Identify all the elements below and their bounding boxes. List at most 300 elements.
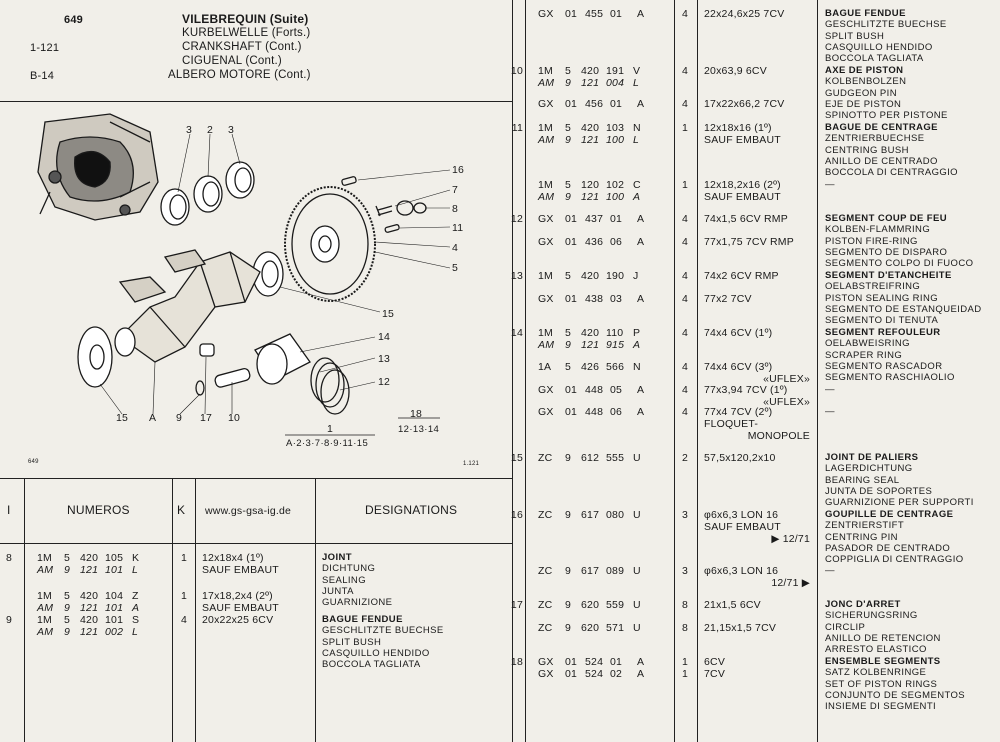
designation-translation: CENTRING BUSH xyxy=(825,144,909,156)
quantity: 4 xyxy=(682,98,689,110)
designation-translation: CIRCLIP xyxy=(825,621,866,633)
part-number-segment: 101 xyxy=(105,602,124,614)
left-desc-divider xyxy=(315,478,316,742)
figure-code-right: 1.121 xyxy=(463,461,480,467)
part-number-segment: 559 xyxy=(606,599,625,611)
right-qty-divider-l xyxy=(674,0,675,742)
part-number-segment: GX xyxy=(538,668,554,680)
label-17: 17 xyxy=(200,412,213,424)
label-18: 18 xyxy=(410,408,423,420)
part-number-segment: 9 xyxy=(565,622,572,634)
part-number-segment: AM xyxy=(37,626,54,638)
description-line: 12x18x4 (1º) xyxy=(202,552,264,564)
description-line: 20x22x25 6CV xyxy=(202,614,274,626)
part-number-segment: 03 xyxy=(610,293,623,305)
right-index-divider xyxy=(525,0,526,742)
part-number-segment: 9 xyxy=(565,565,572,577)
designation-translation: — xyxy=(825,179,835,190)
crankshaft-exploded-diagram xyxy=(0,102,512,478)
part-number-segment: 420 xyxy=(80,590,99,602)
part-number-segment: 02 xyxy=(610,668,623,680)
description-line: SAUF EMBAUT xyxy=(202,602,279,614)
part-number-segment: ZC xyxy=(538,599,553,611)
part-number-segment: 9 xyxy=(64,626,71,638)
part-number-segment: 121 xyxy=(80,626,99,638)
left-index-divider xyxy=(24,478,25,742)
part-number-segment: A xyxy=(637,384,645,396)
description-line: 77x4 7CV (2º) xyxy=(704,406,773,418)
part-number-segment: 104 xyxy=(105,590,124,602)
part-number-segment: 5 xyxy=(565,327,572,339)
quantity: 4 xyxy=(682,293,689,305)
quantity: 4 xyxy=(682,8,689,20)
part-number-segment: 06 xyxy=(610,236,623,248)
part-number-segment: 105 xyxy=(105,552,124,564)
designation-translation: EJE DE PISTON xyxy=(825,98,902,110)
part-number-segment: 089 xyxy=(606,565,625,577)
part-number-segment: 102 xyxy=(606,179,625,191)
designation-translation: KOLBEN-FLAMMRING xyxy=(825,224,931,236)
designation-translation: PASADOR DE CENTRADO xyxy=(825,542,951,554)
label-11: 11 xyxy=(452,222,464,234)
part-number-segment: 110 xyxy=(606,327,624,339)
part-number-segment: C xyxy=(633,179,641,191)
designation-translation: — xyxy=(825,406,835,417)
part-number-segment: 1M xyxy=(538,270,553,282)
designation-translation: JUNTA DE SOPORTES xyxy=(825,485,933,497)
center-divider xyxy=(512,0,513,742)
quantity: 4 xyxy=(682,65,689,77)
row-index: 18 xyxy=(510,656,523,668)
quantity: 4 xyxy=(682,384,689,396)
part-number-segment: 9 xyxy=(565,452,572,464)
designation-translation: CASQUILLO HENDIDO xyxy=(322,647,430,659)
designation-title: BAGUE FENDUE xyxy=(322,614,403,625)
designation-translation: DICHTUNG xyxy=(322,563,376,575)
description-line: 74x4 6CV (1º) xyxy=(704,327,773,339)
part-number-segment: U xyxy=(633,622,641,634)
part-number-segment: 5 xyxy=(565,361,572,373)
designation-translation: GUDGEON PIN xyxy=(825,87,897,99)
label-9: 9 xyxy=(176,412,183,424)
title-es: CIGUENAL (Cont.) xyxy=(182,55,282,67)
part-number-segment: AM xyxy=(37,602,54,614)
row-index: 9 xyxy=(6,614,13,626)
page-number: 649 xyxy=(64,14,83,26)
description-line: 12x18,2x16 (2º) xyxy=(704,179,781,191)
designation-translation: OELABWEISRING xyxy=(825,338,910,350)
designation-title: JOINT DE PALIERS xyxy=(825,452,919,463)
label-10: 10 xyxy=(228,412,241,424)
row-index: 10 xyxy=(510,65,523,77)
part-number-segment: 01 xyxy=(610,656,623,668)
designation-translation: BOCCOLA DI CENTRAGGIO xyxy=(825,167,958,179)
designation-translation: ANILLO DE RETENCION xyxy=(825,632,941,644)
part-number-segment: A xyxy=(633,191,641,203)
part-number-segment: 5 xyxy=(565,179,572,191)
description-line: 12x18x16 (1º) xyxy=(704,122,772,134)
flywheel xyxy=(285,187,375,301)
designation-translation: LAGERDICHTUNG xyxy=(825,463,913,475)
description-line: SAUF EMBAUT xyxy=(704,191,781,203)
quantity: 4 xyxy=(682,406,689,418)
label-7: 7 xyxy=(452,184,459,196)
description-line: 77x1,75 7CV RMP xyxy=(704,236,794,248)
designation-translation: SEALING xyxy=(322,574,366,586)
part-number-segment: U xyxy=(633,599,641,611)
designation-translation: ARRESTO ELASTICO xyxy=(825,644,927,656)
part-number-segment: 101 xyxy=(105,564,124,576)
designation-title: BAGUE FENDUE xyxy=(825,8,906,19)
part-number-segment: 437 xyxy=(585,213,604,225)
description-line: 74x4 6CV (3º) xyxy=(704,361,773,373)
left-qty-divider-r xyxy=(195,478,196,742)
part-number-segment: 5 xyxy=(565,122,572,134)
part-number-segment: 456 xyxy=(585,98,604,110)
part-number-segment: 436 xyxy=(585,236,604,248)
illustration-divider xyxy=(0,478,512,479)
part-number-segment: 620 xyxy=(581,622,600,634)
part-number-segment: L xyxy=(132,626,139,638)
part-number-segment: 620 xyxy=(581,599,600,611)
quantity: 3 xyxy=(682,565,689,577)
quantity: 1 xyxy=(181,590,188,602)
part-number-segment: J xyxy=(633,270,639,282)
designation-translation: SICHERUNGSRING xyxy=(825,610,918,622)
part-number-segment: 5 xyxy=(64,614,71,626)
designation-translation: GESCHLITZTE BUECHSE xyxy=(825,19,947,31)
crankshaft xyxy=(115,250,260,362)
designation-title: BAGUE DE CENTRAGE xyxy=(825,122,938,133)
designation-translation: SEGMENTO DI TENUTA xyxy=(825,315,939,327)
description-line: φ6x6,3 LON 16 xyxy=(704,565,779,577)
part-number-segment: 1M xyxy=(538,122,553,134)
designation-translation: SPINOTTO PER PISTONE xyxy=(825,110,948,122)
description-line: φ6x6,3 LON 16 xyxy=(704,509,779,521)
part-number-segment: 555 xyxy=(606,452,625,464)
part-number-segment: GX xyxy=(538,213,554,225)
part-number-segment: 01 xyxy=(565,406,578,418)
part-number-segment: 1M xyxy=(538,327,553,339)
quantity: 4 xyxy=(682,327,689,339)
description-line: 77x2 7CV xyxy=(704,293,752,305)
quantity: 8 xyxy=(682,622,689,634)
part-number-segment: 080 xyxy=(606,509,625,521)
title-it: ALBERO MOTORE (Cont.) xyxy=(168,69,311,81)
part-number-segment: 101 xyxy=(105,614,124,626)
part-number-segment: L xyxy=(633,77,640,89)
part-number-segment: 9 xyxy=(565,599,572,611)
part-number-segment: 01 xyxy=(610,213,623,225)
label-16: 16 xyxy=(452,164,465,176)
part-number-segment: 1M xyxy=(538,65,553,77)
description-line: 17x22x66,2 7CV xyxy=(704,98,785,110)
designation-translation: CASQUILLO HENDIDO xyxy=(825,41,933,53)
part-number-segment: 01 xyxy=(610,8,623,20)
part-number-segment: 420 xyxy=(80,614,99,626)
label-15b: 15 xyxy=(116,412,129,424)
quantity: 4 xyxy=(181,614,188,626)
designation-title: JOINT xyxy=(322,552,352,563)
part-number-segment: 448 xyxy=(585,406,604,418)
description-line: 22x24,6x25 7CV xyxy=(704,8,785,20)
description-line: «UFLEX» xyxy=(763,396,810,408)
part-number-segment: 1M xyxy=(37,552,52,564)
designation-translation: SEGMENTO DE ESTANQUEIDAD xyxy=(825,303,982,315)
part-number-segment: 01 xyxy=(610,98,623,110)
part-number-segment: 524 xyxy=(585,656,604,668)
part-number-segment: 103 xyxy=(606,122,625,134)
designation-translation: GESCHLITZTE BUECHSE xyxy=(322,625,444,637)
quantity: 8 xyxy=(682,599,689,611)
part-number-segment: 05 xyxy=(610,384,623,396)
title-fr: VILEBREQUIN (Suite) xyxy=(182,12,309,26)
description-line: SAUF EMBAUT xyxy=(202,564,279,576)
designation-title: JONC D'ARRET xyxy=(825,599,901,610)
description-line: SAUF EMBAUT xyxy=(704,134,781,146)
figure-code-left: 649 xyxy=(28,459,39,465)
part-number-segment: 01 xyxy=(565,384,578,396)
description-line: «UFLEX» xyxy=(763,373,810,385)
designation-translation: JUNTA xyxy=(322,585,354,597)
part-number-segment: AM xyxy=(538,134,555,146)
designation-translation: GUARNIZIONE PER SUPPORTI xyxy=(825,497,974,509)
label-3a: 3 xyxy=(186,124,193,136)
designation-translation: BOCCOLA TAGLIATA xyxy=(322,659,421,671)
designation-title: SEGMENT COUP DE FEU xyxy=(825,213,947,224)
part-number-segment: A xyxy=(633,339,641,351)
row-index: 17 xyxy=(510,599,523,611)
label-15a: 15 xyxy=(382,308,395,320)
part-number-segment: A xyxy=(637,406,645,418)
designation-translation: SET OF PISTON RINGS xyxy=(825,678,938,690)
description-line: 74x1,5 6CV RMP xyxy=(704,213,788,225)
part-number-segment: 1A xyxy=(538,361,552,373)
part-number-segment: 5 xyxy=(64,590,71,602)
row-index: 12 xyxy=(510,213,523,225)
part-number-segment: 01 xyxy=(565,293,578,305)
designation-translation: — xyxy=(825,565,835,576)
ref-number-2: B-14 xyxy=(30,70,55,82)
label-13: 13 xyxy=(378,353,391,365)
part-number-segment: GX xyxy=(538,656,554,668)
part-number-segment: 121 xyxy=(581,77,600,89)
part-number-segment: 9 xyxy=(565,509,572,521)
part-number-segment: 617 xyxy=(581,565,600,577)
description-line: FLOQUET- xyxy=(704,418,759,430)
part-number-segment: 01 xyxy=(565,98,578,110)
quantity: 4 xyxy=(682,361,689,373)
part-number-segment: 612 xyxy=(581,452,600,464)
part-number-segment: ZC xyxy=(538,622,553,634)
part-number-segment: 1M xyxy=(37,614,52,626)
part-number-segment: 121 xyxy=(581,191,600,203)
part-number-segment: 100 xyxy=(606,134,625,146)
part-number-segment: 1M xyxy=(37,590,52,602)
quantity: 4 xyxy=(682,213,689,225)
designation-translation: BEARING SEAL xyxy=(825,474,900,486)
part-number-segment: 566 xyxy=(606,361,625,373)
part-number-segment: 01 xyxy=(565,236,578,248)
designation-translation: SATZ KOLBENRINGE xyxy=(825,667,927,679)
description-line: 20x63,9 6CV xyxy=(704,65,767,77)
crank-seal xyxy=(78,327,112,387)
part-number-segment: P xyxy=(633,327,641,339)
part-number-segment: 438 xyxy=(585,293,604,305)
right-desc-divider xyxy=(817,0,818,742)
ref-number-1: 1-121 xyxy=(30,42,60,54)
part-number-segment: 420 xyxy=(581,65,600,77)
label-2: 2 xyxy=(207,124,214,136)
part-number-segment: 5 xyxy=(64,552,71,564)
designation-translation: CENTRING PIN xyxy=(825,531,898,543)
part-number-segment: 121 xyxy=(581,134,600,146)
designation-title: ENSEMBLE SEGMENTS xyxy=(825,656,941,667)
quantity: 4 xyxy=(682,236,689,248)
part-number-segment: 9 xyxy=(565,77,572,89)
row-index: 13 xyxy=(510,270,523,282)
title-de: KURBELWELLE (Forts.) xyxy=(182,27,311,39)
designation-translation: ZENTRIERSTIFT xyxy=(825,520,905,532)
row-index: 16 xyxy=(510,509,523,521)
quantity: 1 xyxy=(682,668,689,680)
part-number-segment: L xyxy=(132,564,139,576)
part-number-segment: 617 xyxy=(581,509,600,521)
part-number-segment: S xyxy=(132,614,140,626)
part-number-segment: ZC xyxy=(538,452,553,464)
part-number-segment: 524 xyxy=(585,668,604,680)
part-number-segment: 571 xyxy=(606,622,625,634)
designation-translation: SEGMENTO COLPO DI FUOCO xyxy=(825,258,974,270)
part-number-segment: 455 xyxy=(585,8,604,20)
part-number-segment: AM xyxy=(37,564,54,576)
description-line: 21x1,5 6CV xyxy=(704,599,761,611)
part-number-segment: 120 xyxy=(581,179,600,191)
part-number-segment: 9 xyxy=(565,339,572,351)
designation-translation: PISTON FIRE-RING xyxy=(825,235,918,247)
quantity: 4 xyxy=(682,270,689,282)
part-number-segment: Z xyxy=(132,590,139,602)
right-qty-divider-r xyxy=(697,0,698,742)
description-line: 7CV xyxy=(704,668,726,680)
part-number-segment: 01 xyxy=(565,668,578,680)
part-number-segment: 004 xyxy=(606,77,625,89)
part-number-segment: 9 xyxy=(64,564,71,576)
part-number-segment: A xyxy=(637,236,645,248)
row-index: 11 xyxy=(511,122,523,134)
description-line: 12/71 ▶ xyxy=(771,577,810,589)
designation-translation: — xyxy=(825,384,835,395)
description-line: 57,5x120,2x10 xyxy=(704,452,776,464)
description-line: 74x2 6CV RMP xyxy=(704,270,779,282)
part-number-segment: A xyxy=(637,668,645,680)
part-number-segment: N xyxy=(633,122,641,134)
part-number-segment: 01 xyxy=(565,8,578,20)
part-number-segment: 420 xyxy=(581,270,600,282)
column-numeros-header: NUMEROS xyxy=(67,503,130,517)
part-number-segment: 01 xyxy=(565,213,578,225)
designation-translation: KOLBENBOLZEN xyxy=(825,76,907,88)
part-number-segment: 5 xyxy=(565,65,572,77)
part-number-segment: AM xyxy=(538,191,555,203)
designation-translation: ANILLO DE CENTRADO xyxy=(825,155,938,167)
designation-translation: SEGMENTO RASCADOR xyxy=(825,360,943,372)
part-number-segment: 191 xyxy=(606,65,625,77)
part-number-segment: 5 xyxy=(565,270,572,282)
quantity: 1 xyxy=(682,122,689,134)
description-line: 17x18,2x4 (2º) xyxy=(202,590,273,602)
designation-translation: CONJUNTO DE SEGMENTOS xyxy=(825,689,966,701)
part-number-segment: GX xyxy=(538,98,554,110)
piston-rings xyxy=(255,334,349,414)
part-number-segment: 420 xyxy=(80,552,99,564)
part-number-segment: GX xyxy=(538,236,554,248)
part-number-segment: GX xyxy=(538,406,554,418)
group-18-parts: 12·13·14 xyxy=(398,424,440,435)
description-line: 77x3,94 7CV (1º) xyxy=(704,384,788,396)
designation-translation: SPLIT BUSH xyxy=(322,636,382,648)
part-number-segment: U xyxy=(633,509,641,521)
part-number-segment: 915 xyxy=(606,339,625,351)
description-line: ▶ 12/71 xyxy=(771,533,810,545)
designation-translation: PISTON SEALING RING xyxy=(825,292,939,304)
engine-thumbnail xyxy=(38,114,158,220)
part-number-segment: V xyxy=(633,65,641,77)
part-number-segment: AM xyxy=(538,77,555,89)
part-number-segment: 01 xyxy=(565,656,578,668)
part-number-segment: GX xyxy=(538,8,554,20)
part-number-segment: A xyxy=(637,8,645,20)
part-number-segment: K xyxy=(132,552,140,564)
description-line: 21,15x1,5 7CV xyxy=(704,622,777,634)
part-number-segment: GX xyxy=(538,293,554,305)
part-number-segment: U xyxy=(633,565,641,577)
part-number-segment: 1M xyxy=(538,179,553,191)
part-number-segment: 002 xyxy=(105,626,124,638)
part-number-segment: 420 xyxy=(581,122,600,134)
part-number-segment: L xyxy=(633,134,640,146)
part-number-segment: 448 xyxy=(585,384,604,396)
part-number-segment: AM xyxy=(538,339,555,351)
row-index: 15 xyxy=(510,452,523,464)
quantity: 3 xyxy=(682,509,689,521)
bearing-shells xyxy=(161,162,254,225)
column-i-header: I xyxy=(7,503,11,517)
part-number-segment: A xyxy=(637,293,645,305)
part-number-segment: 420 xyxy=(581,327,600,339)
part-number-segment: ZC xyxy=(538,509,553,521)
part-number-segment: A xyxy=(637,656,645,668)
label-5: 5 xyxy=(452,262,459,274)
website-link[interactable]: www.gs-gsa-ig.de xyxy=(205,505,292,517)
designation-translation: SEGMENTO RASCHIAOLIO xyxy=(825,372,955,384)
designation-title: SEGMENT D'ETANCHEITE xyxy=(825,270,952,281)
column-designations-header: DESIGNATIONS xyxy=(365,503,458,517)
part-number-segment: A xyxy=(637,213,645,225)
part-number-segment: A xyxy=(132,602,140,614)
quantity: 2 xyxy=(682,452,689,464)
designation-translation: BOCCOLA TAGLIATA xyxy=(825,53,924,65)
quantity: 1 xyxy=(181,552,188,564)
part-number-segment: 06 xyxy=(610,406,623,418)
part-number-segment: 121 xyxy=(581,339,600,351)
description-line: MONOPOLE xyxy=(747,430,810,442)
part-number-segment: 121 xyxy=(80,564,99,576)
quantity: 1 xyxy=(682,179,689,191)
description-line: SAUF EMBAUT xyxy=(704,521,781,533)
label-8: 8 xyxy=(452,203,459,215)
part-number-segment: 426 xyxy=(581,361,600,373)
